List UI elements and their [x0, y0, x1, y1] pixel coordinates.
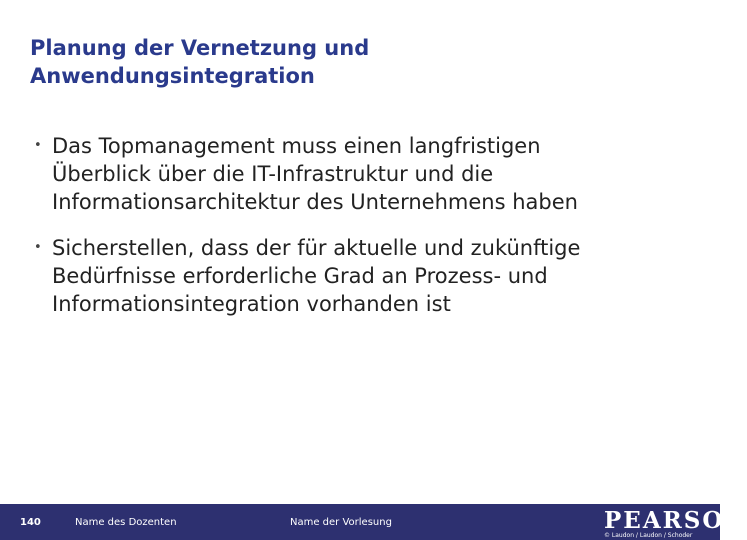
- bullet-icon: •: [34, 240, 42, 255]
- bullet-list: [34, 132, 674, 336]
- lecturer-name-placeholder: Name des Dozenten: [75, 517, 177, 528]
- slide-title: [30, 34, 670, 90]
- bullet-text-line: Informationsarchitektur des Unternehmens haben: [52, 190, 578, 214]
- footer-bar: [0, 504, 747, 540]
- copyright-notice: © Laudon / Laudon / Schoder: [604, 532, 693, 539]
- bullet-text-line: Sicherstellen, dass der für aktuelle und zukünftige: [52, 236, 581, 260]
- bullet-text-line: Das Topmanagement muss einen langfristigen: [52, 134, 541, 158]
- pearson-logo: PEARSON: [604, 507, 747, 534]
- bullet-icon: •: [34, 138, 42, 153]
- bullet-item: [34, 132, 674, 216]
- lecture-name-placeholder: Name der Vorlesung: [290, 517, 392, 528]
- bullet-text-line: Bedürfnisse erforderliche Grad an Prozess- und: [52, 264, 548, 288]
- bullet-text-line: Überblick über die IT-Infrastruktur und die: [52, 162, 494, 186]
- slide-title-line: Anwendungsintegration: [30, 64, 315, 88]
- bullet-item: [34, 234, 674, 318]
- page-number: 140: [20, 517, 41, 528]
- slide-title-line: Planung der Vernetzung und: [30, 36, 370, 60]
- bullet-text-line: Informationsintegration vorhanden ist: [52, 292, 451, 316]
